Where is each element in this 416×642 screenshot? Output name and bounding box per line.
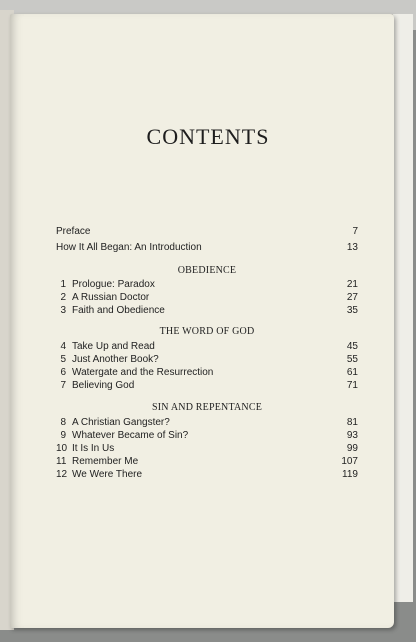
toc-entry-page: 107 (341, 456, 358, 467)
toc-entry-title: Believing God (72, 380, 135, 391)
toc-entry-page: 81 (346, 417, 358, 428)
toc-entry-page: 21 (346, 279, 358, 290)
section-heading-sin-and-repentance: SIN AND REPENTANCE (151, 402, 263, 413)
toc-entry (56, 456, 358, 468)
section-heading-word-of-god: THE WORD OF GOD (159, 326, 255, 337)
toc-entry-page: 61 (346, 367, 358, 378)
toc-entry-preface (56, 226, 358, 238)
toc-entry (56, 443, 358, 455)
toc-entry (56, 341, 358, 353)
toc-entry-page: 13 (346, 242, 358, 253)
toc-entry-page: 99 (346, 443, 358, 454)
toc-entry-title: A Christian Gangster? (72, 417, 170, 428)
toc-entry (56, 380, 358, 392)
toc-entry (56, 354, 358, 366)
toc-entry-title: It Is In Us (72, 443, 115, 454)
toc-entry (56, 292, 358, 304)
toc-entry (56, 417, 358, 429)
toc-entry-title: Take Up and Read (72, 341, 155, 352)
toc-entry-title: Prologue: Paradox (72, 279, 155, 290)
toc-entry-title: Remember Me (72, 456, 139, 467)
contents-title: CONTENTS (146, 124, 270, 149)
toc-entry-page: 7 (352, 226, 358, 237)
toc-entry-page: 119 (342, 469, 358, 480)
toc-entry-title: Faith and Obedience (72, 305, 165, 316)
chapter-number: 2 (60, 292, 66, 303)
book-page (10, 14, 394, 628)
toc-entry (56, 367, 358, 379)
toc-entry-title: Whatever Became of Sin? (72, 430, 189, 441)
chapter-number: 12 (56, 469, 68, 480)
toc-entry-page: 55 (346, 354, 358, 365)
chapter-number: 6 (60, 367, 66, 378)
chapter-number: 7 (60, 380, 66, 391)
toc-entry-page: 27 (346, 292, 358, 303)
chapter-number: 3 (60, 305, 66, 316)
toc-entry (56, 469, 358, 481)
toc-entry-title: Just Another Book? (72, 354, 159, 365)
chapter-number: 8 (60, 417, 66, 428)
toc-entry-page: 71 (346, 380, 358, 391)
toc-entry (56, 279, 358, 291)
toc-entry-page: 45 (346, 341, 358, 352)
chapter-number: 11 (56, 456, 67, 467)
toc-entry-page: 93 (346, 430, 358, 441)
chapter-number: 4 (60, 341, 66, 352)
toc-entry (56, 305, 358, 317)
toc-entry-title: How It All Began: An Introduction (56, 242, 202, 253)
chapter-number: 9 (60, 430, 66, 441)
book-cover-edge-right (392, 14, 413, 602)
toc-entry-introduction (56, 242, 358, 254)
toc-entry-title: We Were There (72, 469, 143, 480)
toc-entry-title: Watergate and the Resurrection (72, 367, 214, 378)
chapter-number: 1 (60, 279, 66, 290)
chapter-number: 10 (56, 443, 68, 454)
section-heading-obedience: OBEDIENCE (177, 265, 237, 276)
toc-entry (56, 430, 358, 442)
toc-entry-page: 35 (346, 305, 358, 316)
toc-entry-title: A Russian Doctor (72, 292, 150, 303)
chapter-number: 5 (60, 354, 66, 365)
toc-entry-title: Preface (56, 226, 91, 237)
